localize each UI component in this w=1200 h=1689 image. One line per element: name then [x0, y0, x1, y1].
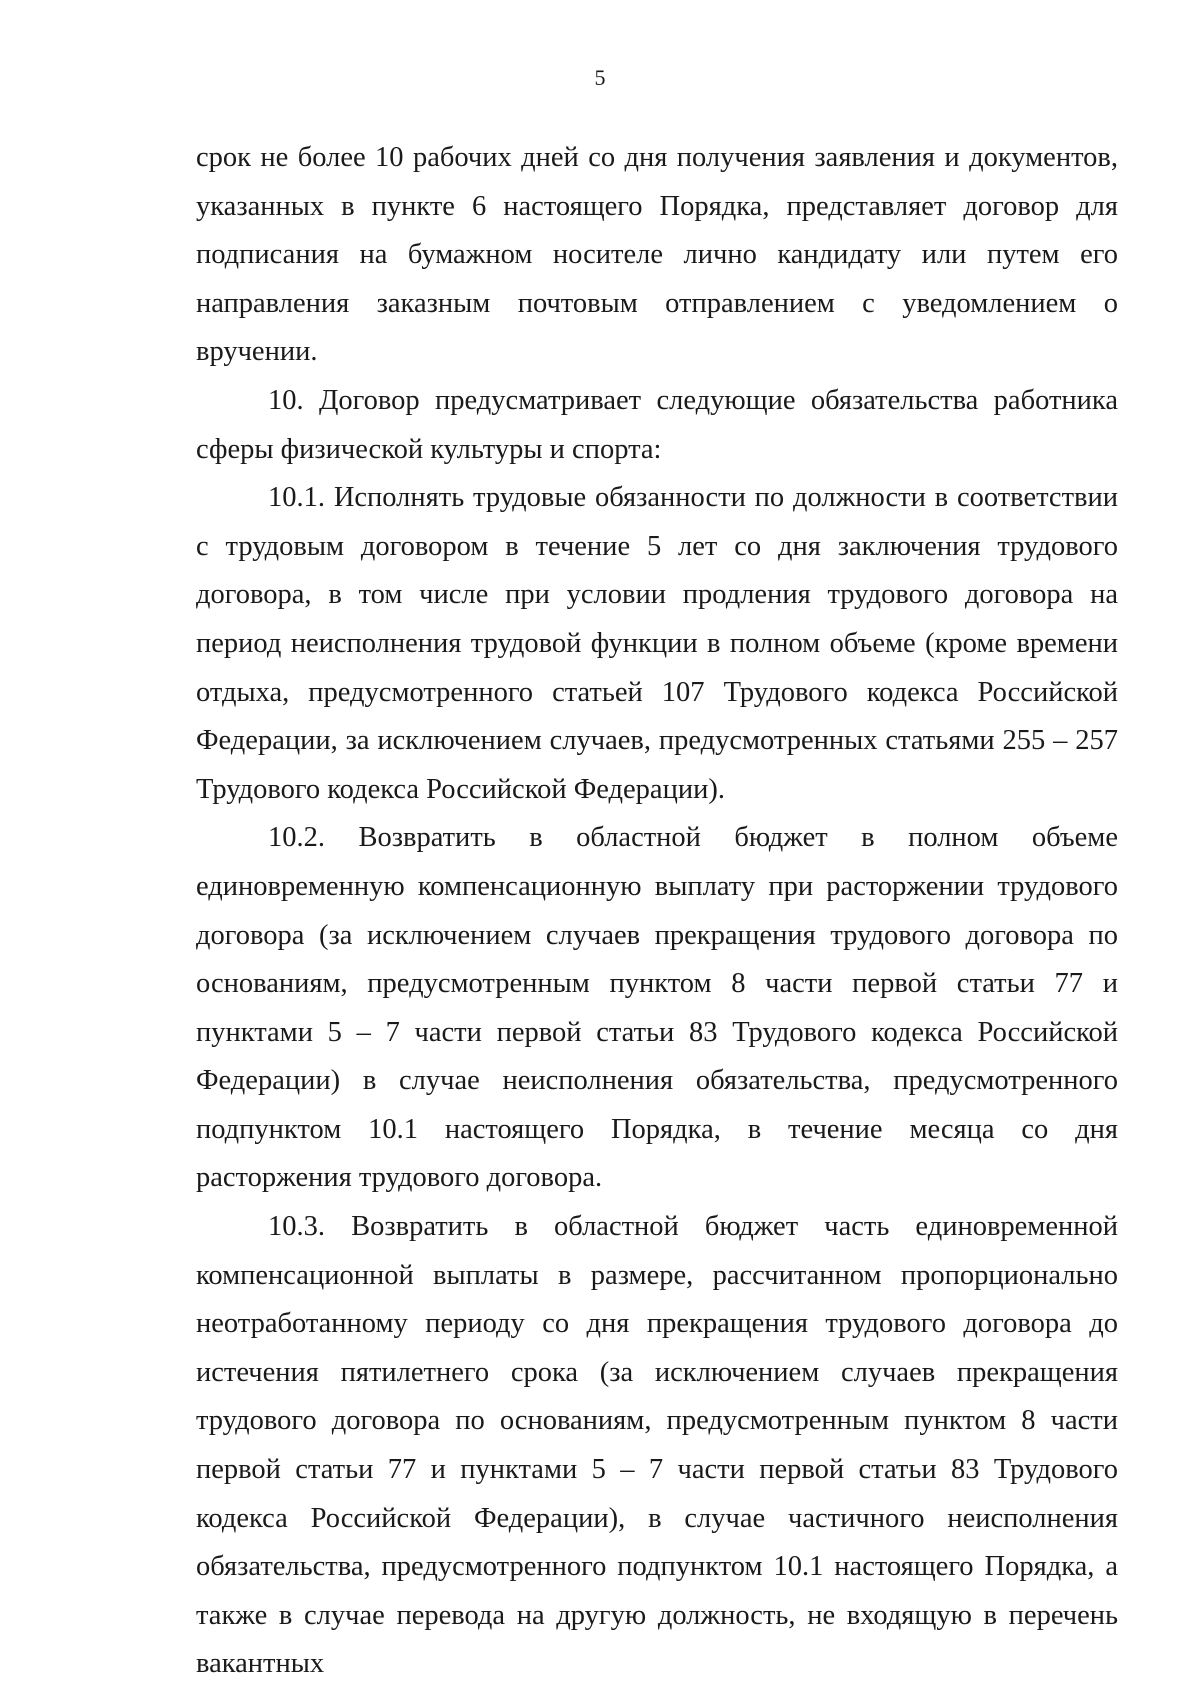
document-body — [196, 134, 1118, 1689]
paragraph-10: 10. Договор предусматривает следующие обязательства работника сферы физической культуры и спорта: — [196, 384, 1118, 465]
paragraph-10-2: 10.2. Возвратить в областной бюджет в полном объеме единовременную компенсационную выплату при расторжении трудового договора (за исключением случаев прекращения трудового договора по основаниям, предусмотренным пунктом 8 части первой статьи 77 и пунктами 5 – 7 части первой статьи 83 Трудового кодекса Российской Федерации) в случае неисполнения обязательства, предусмотренного подпунктом 10.1 настоящего Порядка, в течение месяца со дня расторжения трудового договора. — [196, 822, 1118, 1194]
page-number: 5 — [594, 65, 606, 90]
paragraph-10-3: 10.3. Возвратить в областной бюджет часть единовременной компенсационной выплаты в размере, рассчитанном пропорционально неотработанному периоду со дня прекращения трудового договора до истечения пятилетнего срока (за исключением случаев прекращения трудового договора по основаниям, предусмотренным пунктом 8 части первой статьи 77 и пунктами 5 – 7 части первой статьи 83 Трудового кодекса Российской Федерации), в случае частичного неисполнения обязательства, предусмотренного подпунктом 10.1 настоящего Порядка, а также в случае перевода на другую должность, не входящую в перечень вакантных — [196, 1211, 1118, 1680]
paragraph-continuation: срок не более 10 рабочих дней со дня получения заявления и документов, указанных в пункте 6 настоящего Порядка, представляет договор для подписания на бумажном носителе лично кандидату или путем его направления заказным почтовым отправлением с уведомлением о вручении. — [196, 142, 1118, 368]
paragraph-10-1: 10.1. Исполнять трудовые обязанности по должности в соответствии с трудовым договором в течение 5 лет со дня заключения трудового договора, в том числе при условии продления трудового договора на период неисполнения трудовой функции в полном объеме (кроме времени отдыха, предусмотренного статьей 107 Трудового кодекса Российской Федерации, за исключением случаев, предусмотренных статьями 255 – 257 Трудового кодекса Российской Федерации). — [196, 482, 1118, 805]
